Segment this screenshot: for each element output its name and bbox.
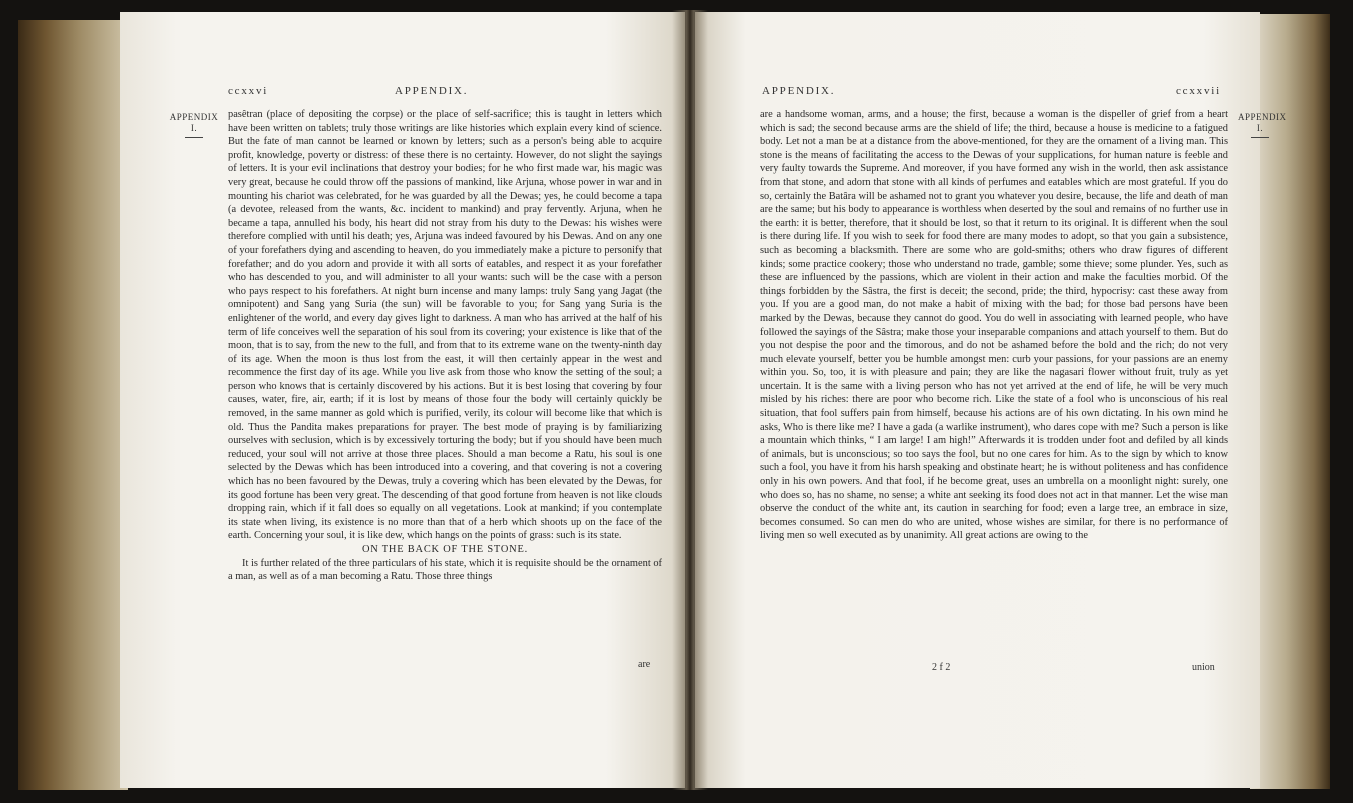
right-paragraph-1: are a handsome woman, arms, and a house; the first, because a woman is the dispeller of grief from a heart which is sad; the second because arms are the shield of life; the third, because a house is medicine to a fatigued body. Let not a man be at a distance from the above-mentioned, for they are the ornament of a living man. This stone is the means of facilitating the access to the Dewas of your supplications, for human nature is feeble and very faulty towards the Supreme. And moreover, if you have formed any wish in the world, then ask assistance from that stone, and adorn that stone with all kinds of perfumes and eatables which are most grateful. If you do so, certainly the Batâra will be ashamed not to grant you whatever you desire, because, the life and death of man are the same; but his body to appearance is worthless when deserted by the soul and remains of no further use in the earth: it is better, therefore, that it should be lost, so that it return to its original. It is different when the soul is there during life. If you wish to seek for food there are many modes to adopt, so that you gain a subsistence, such as becoming a blacksmith. There are some who are gold-smiths; others who draw figures of different kinds; some practice cookery; those who understand no trade, gamble; some thieve; some plunder. Yes, such as these are influenced by the passions, which are violent in their action and make the faculties morbid. Of the things forbidden by the Sâstra, the first is deceit; the second, pride; the third, hypocrisy: cast these away from you. If you are a good man, do not make a habit of mixing with the bad; for those bad persons have been marked by the Dewas, because they cannot do good. You do well in associating with learned people, who have followed the sayings of the Sâstra; make those your inseparable companions and attach yourself to them. But do you not despise the poor and the timorous, and do not be ashamed before the bold and the rich; do not very much elevate yourself, better you be humble amongst men: curb your passions, for your passions are an enemy within you. So, too, it is with pleasure and pain; they are like the nagasari flower without fruit, truly as yet uncertain. It is the same with a living person who has not yet arrived at the end of life, he will be very much misled by his riches: there are poor who become rich. Like the state of a fool who is unconscious of his real situation, that fool suffers pain from himself, because his actions are of his own dictating. In his own mind he asks, Who is there like me? I have a gada (a warlike instrument), who dares cope with me? Such a person is like a mountain which thinks, “ I am large! I am high!” Afterwards it is trodden under foot and defiled by all kinds of animals, but is unconscious; so too says the fool, but no one cares for him. As to the sign by which to know such a fool, you have it from his harsh speaking and obstinate heart; he is without politeness and has confidence only in his own powers. And that fool, if he become great, uses an umbrella on a moonlight night: surely, one who does so, has no shame, no sense; a white ant seeking its food does not act in that manner. Let the wise man observe the conduct of the white ant, its caution in searching for food; even a large tree, an embrace in size, becomes consumed. So can men do who are united, whose wishes are similar, for there is no performance of living men so well executed as by unanimity. All great actions are owing to the — [760, 109, 1228, 542]
left-paragraph-1: pasêtran (place of depositing the corpse) or the place of self-sacrifice; this is taught in letters which have been written on tablets; truly those writings are like histories which explain every kind of science. But the fate of man cannot be learned or known by letters; such as a person's being able to acquire profit, knowledge, poverty or distress: of these there is no certainty. However, do not slight the sayings of letters. It is your evil inclinations that destroy your bodies; for he who first made war, his magic was very great, because he could throw off the passions of mankind, like Arjuna, whose power in war and in mounting his chariot was celebrated, for he was guarded by all the Dewas; yes, he could become a tapa (a devotee, released from the wants, &c. incident to mankind) and pray fervently. Arjuna, when he became a tapa, annulled his body, his heart did not stray from his duty to the Dewas: his wishes were therefore complied with until his death; yes, Arjuna was indeed favoured by his Dewas. And on any one of your forefathers dying and ascending to heaven, do you immediately make a picture to personify that forefather; and do you adorn and provide it with all sorts of eatables, and respect it as your forefather who has descended to you, and will administer to all your wants: such will be the case with a person who pays respect to his forefathers. At night burn incense and many lamps: truly Sang yang Jagat (the omnipotent) and Sang yang Suria (the sun) will be favorable to you; for Sang yang Suria is the enlightener of the world, and every day gives light to darkness. A man who has arrived at the half of his term of life conceives well the separation of his soul from its covering; your existence is like that of the moon, that is to say, from the new to the full, and from that to its extreme wane on the twenty-ninth day of its age. When the moon is thus lost from the east, it will then certainly appear in the west and recommence the first day of its age. While you live ask from those who know the setting of the soul; a person who knows that is certainly discovered by his actions. But it is best losing that covering by four causes, water, fire, air, earth; if it is lost by means of those four the body will certainly quickly be removed, in the same manner as gold which is purified, verily, its colour will become like that which is old. Thus the Pandita makes preparations for prayer. The best mode of praying is by familiarizing ourselves with seclusion, which is by excessively torturing the body; but if you should have been much reduced, your soul will not arrive at those three places. Should a man become a Ratu, his soul is one selected by the Dewas which has been introduced into a covering, and that covering is not a covering which has no been favoured by the Dewas, truly a covering which has been elevated by the Dewas, for its good fortune has been very great. The descending of that good fortune from heaven is not like clouds dropping rain, which if it fall does so equally on all vegetations. Look at mankind; if you contemplate its state when living, its existence is no more than that of a herb which shoots up on the face of the earth. Concerning your soul, it is like dew, which hangs on the points of grass: such is its state. — [228, 109, 662, 542]
left-page-number: ccxxvi — [228, 85, 269, 97]
left-body-text — [228, 108, 662, 584]
right-body-text — [760, 108, 1228, 543]
right-side-note-number: I. — [1256, 123, 1264, 133]
right-side-note — [1238, 112, 1287, 138]
book-gutter — [672, 10, 708, 790]
left-side-note — [164, 112, 224, 138]
left-side-note-number: I. — [190, 123, 198, 133]
signature-mark: 2 f 2 — [932, 662, 951, 673]
left-catchword: are — [638, 659, 651, 670]
right-running-head: APPENDIX. — [762, 85, 836, 97]
left-paragraph-2: It is further related of the three particulars of his state, which it is requisite should be the ornament of a man, as well as of a man becoming a Ratu. Those three things — [228, 557, 662, 583]
right-page-number: ccxxvii — [1176, 85, 1221, 97]
left-side-note-rule — [185, 137, 203, 138]
section-heading: ON THE BACK OF THE STONE. — [361, 544, 529, 555]
left-running-head: APPENDIX. — [395, 85, 469, 97]
left-side-note-label: APPENDIX — [169, 112, 219, 122]
right-side-note-label: APPENDIX — [1238, 112, 1287, 122]
right-side-note-rule — [1251, 137, 1269, 138]
left-page-edges — [18, 20, 128, 790]
right-catchword: union — [1192, 662, 1215, 673]
